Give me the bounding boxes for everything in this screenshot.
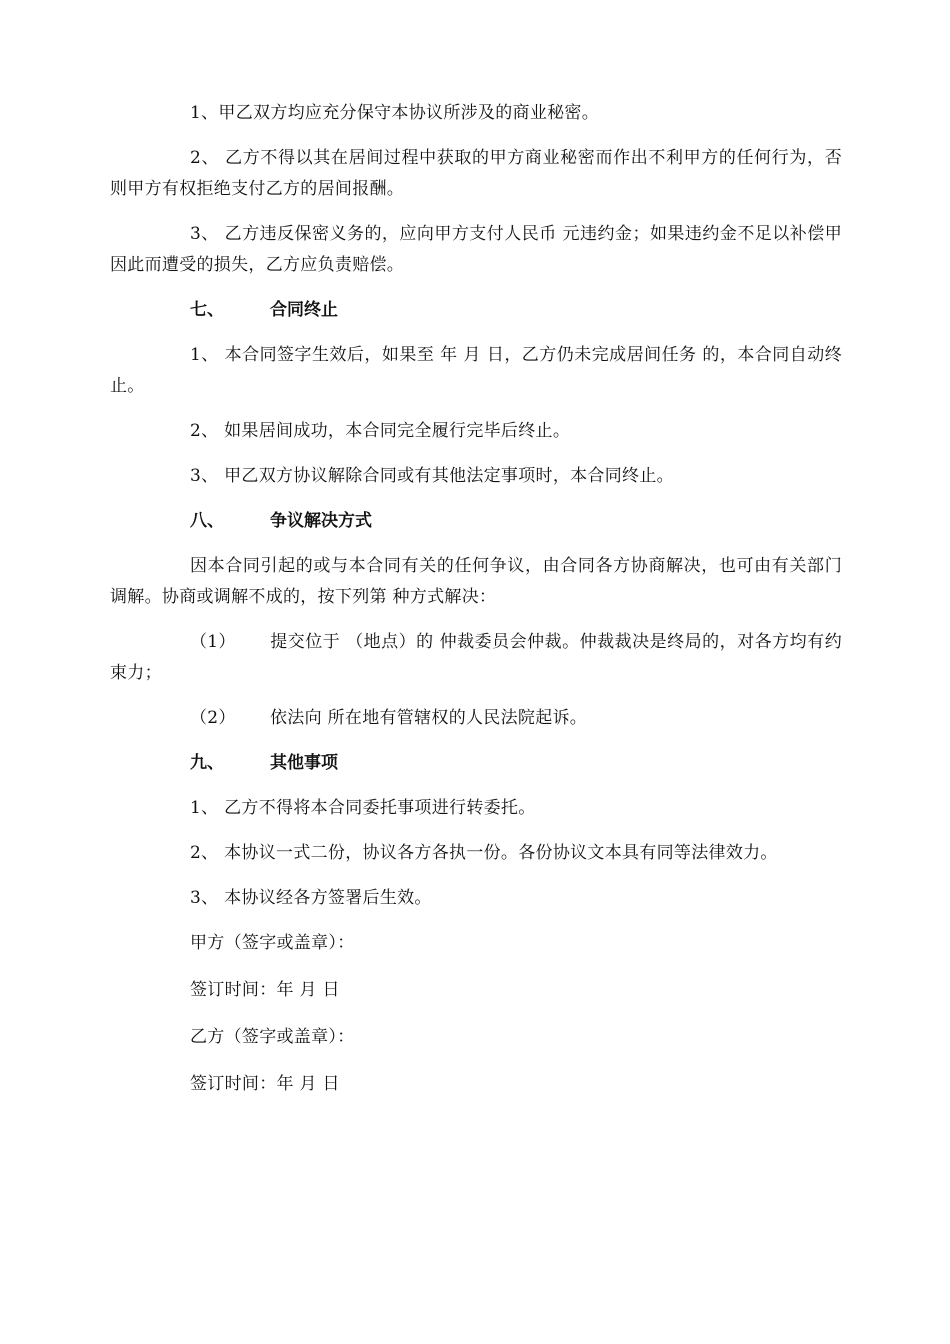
dispute-option-1	[110, 627, 842, 689]
section-title: 合同终止	[270, 300, 338, 320]
section-heading-termination	[110, 295, 842, 326]
section-heading-dispute	[110, 506, 842, 537]
option-text: 提交位于 （地点）的 仲裁委员会仲裁。仲裁裁决是终局的，对各方均有约束力；	[110, 632, 842, 683]
section-title: 其他事项	[270, 753, 338, 773]
confidentiality-item-1: 1、甲乙双方均应充分保守本协议所涉及的商业秘密。	[190, 103, 600, 123]
other-item-3: 3、 本协议经各方签署后生效。	[190, 888, 432, 908]
document-page	[110, 98, 842, 1116]
party-b-signature: 乙方（签字或盖章）：	[190, 1027, 355, 1047]
other-item-2: 2、 本协议一式二份，协议各方各执一份。各份协议文本具有同等法律效力。	[190, 843, 778, 863]
dispute-intro: 因本合同引起的或与本合同有关的任何争议，由合同各方协商解决，也可由有关部门调解。协商或调解不成的，按下列第 种方式解决：	[110, 556, 842, 607]
termination-item-1: 1、 本合同签字生效后，如果至 年 月 日，乙方仍未完成居间任务 的，本合同自动终止。	[110, 345, 842, 396]
option-mark: （2）	[190, 708, 236, 728]
other-item-1: 1、 乙方不得将本合同委托事项进行转委托。	[190, 798, 536, 818]
section-number: 八、	[190, 511, 224, 531]
option-text: 依法向 所在地有管辖权的人民法院起诉。	[270, 708, 588, 728]
confidentiality-item-2: 2、 乙方不得以其在居间过程中获取的甲方商业秘密而作出不利甲方的任何行为，否则甲方有权拒绝支付乙方的居间报酬。	[110, 148, 842, 199]
section-number: 九、	[190, 753, 224, 773]
party-a-sign-date: 签订时间：年 月 日	[190, 980, 340, 1000]
termination-item-3: 3、 甲乙双方协议解除合同或有其他法定事项时，本合同终止。	[190, 466, 674, 486]
section-number: 七、	[190, 300, 224, 320]
party-b-sign-date: 签订时间：年 月 日	[190, 1074, 340, 1094]
termination-item-2: 2、 如果居间成功，本合同完全履行完毕后终止。	[190, 421, 571, 441]
option-mark: （1）	[190, 632, 236, 652]
confidentiality-item-3: 3、 乙方违反保密义务的，应向甲方支付人民币 元违约金；如果违约金不足以补偿甲因此而遭受的损失，乙方应负责赔偿。	[110, 224, 842, 275]
party-a-signature: 甲方（签字或盖章）：	[190, 933, 355, 953]
dispute-option-2	[110, 703, 842, 734]
section-heading-other	[110, 748, 842, 779]
section-title: 争议解决方式	[270, 511, 372, 531]
